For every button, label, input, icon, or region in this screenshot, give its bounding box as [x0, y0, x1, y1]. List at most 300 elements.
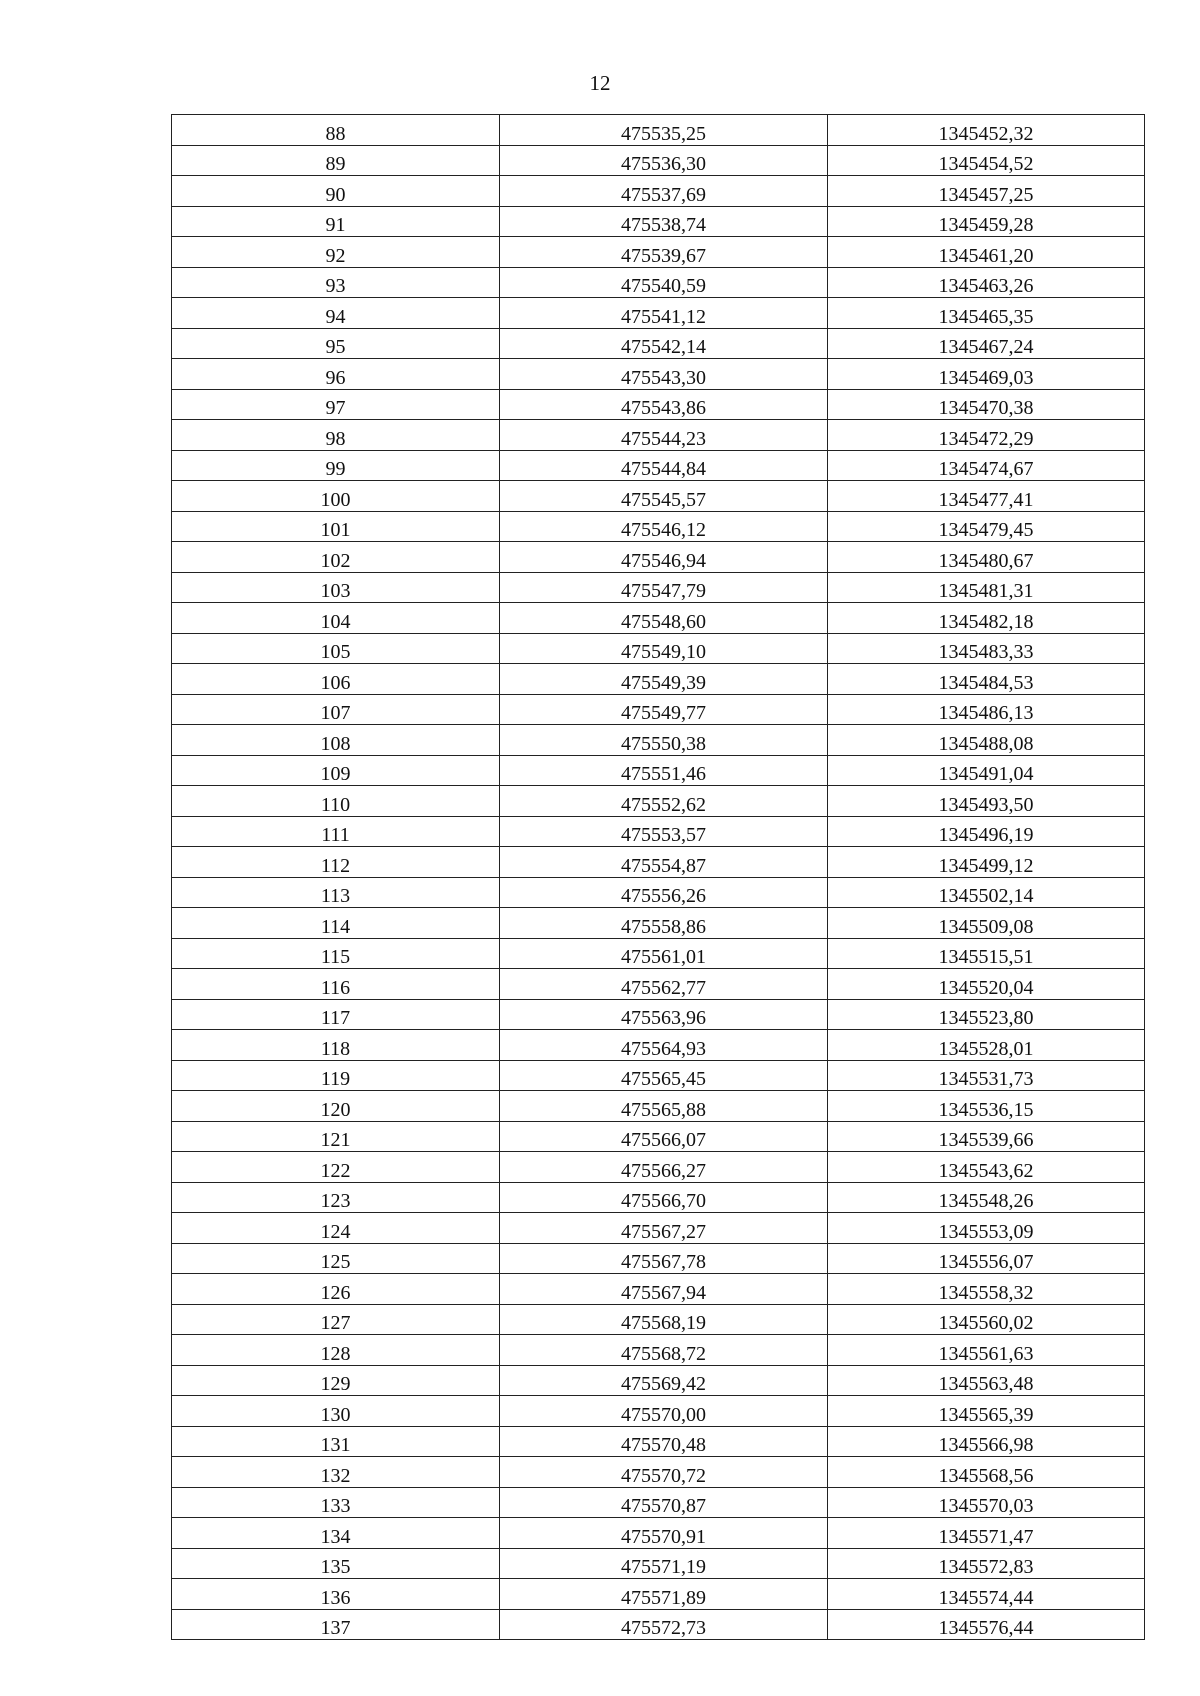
x-coordinate-value: 475570,87: [621, 1495, 706, 1517]
y-coordinate-cell: [828, 1335, 1145, 1366]
x-coordinate-cell: [500, 206, 828, 237]
x-coordinate-cell: [500, 1457, 828, 1488]
x-coordinate-cell: [500, 1152, 828, 1183]
table-row: [172, 1609, 1145, 1640]
x-coordinate-value: 475553,57: [621, 824, 706, 846]
y-coordinate-cell: [828, 1365, 1145, 1396]
y-coordinate-value: 1345463,26: [938, 275, 1034, 297]
x-coordinate-value: 475565,88: [621, 1098, 706, 1121]
y-coordinate-cell: [828, 237, 1145, 268]
x-coordinate-value: 475569,42: [621, 1373, 706, 1395]
point-number-value: 131: [320, 1434, 351, 1456]
x-coordinate-value: 475552,62: [621, 793, 706, 816]
table-row: [172, 1487, 1145, 1518]
table-row: [172, 1274, 1145, 1305]
x-coordinate-cell: [500, 877, 828, 908]
x-coordinate-value: 475570,91: [621, 1525, 706, 1548]
y-coordinate-value: 1345509,08: [938, 915, 1034, 938]
y-coordinate-value: 1345515,51: [938, 946, 1034, 968]
y-coordinate-value: 1345452,32: [938, 122, 1034, 145]
x-coordinate-value: 475538,74: [621, 214, 706, 236]
x-coordinate-cell: [500, 237, 828, 268]
x-coordinate-cell: [500, 1274, 828, 1305]
table-row: [172, 267, 1145, 298]
x-coordinate-cell: [500, 938, 828, 969]
table-row: [172, 1030, 1145, 1061]
y-coordinate-cell: [828, 115, 1145, 146]
y-coordinate-value: 1345493,50: [938, 793, 1034, 816]
y-coordinate-value: 1345558,32: [938, 1281, 1034, 1304]
point-number-value: 110: [320, 793, 351, 816]
x-coordinate-value: 475563,96: [621, 1007, 706, 1029]
x-coordinate-cell: [500, 1213, 828, 1244]
y-coordinate-value: 1345560,02: [938, 1312, 1034, 1334]
y-coordinate-value: 1345543,62: [938, 1159, 1034, 1182]
point-number-value: 94: [325, 305, 346, 328]
point-number-value: 137: [320, 1617, 351, 1639]
point-number-value: 129: [320, 1373, 351, 1395]
point-number-cell: [172, 1243, 500, 1274]
y-coordinate-cell: [828, 176, 1145, 207]
point-number-cell: [172, 1213, 500, 1244]
point-number-cell: [172, 1030, 500, 1061]
y-coordinate-cell: [828, 938, 1145, 969]
y-coordinate-value: 1345461,20: [938, 244, 1034, 267]
point-number-cell: [172, 145, 500, 176]
y-coordinate-value: 1345570,03: [938, 1495, 1034, 1517]
point-number-cell: [172, 938, 500, 969]
point-number-value: 127: [320, 1312, 351, 1334]
x-coordinate-value: 475547,79: [621, 580, 706, 602]
y-coordinate-cell: [828, 359, 1145, 390]
x-coordinate-cell: [500, 1304, 828, 1335]
x-coordinate-cell: [500, 1518, 828, 1549]
point-number-cell: [172, 328, 500, 359]
table-row: [172, 206, 1145, 237]
x-coordinate-value: 475546,94: [621, 549, 706, 572]
point-number-value: 128: [320, 1342, 351, 1365]
x-coordinate-cell: [500, 908, 828, 939]
x-coordinate-cell: [500, 115, 828, 146]
table-row: [172, 115, 1145, 146]
point-number-cell: [172, 1426, 500, 1457]
y-coordinate-value: 1345523,80: [938, 1007, 1034, 1029]
x-coordinate-cell: [500, 1365, 828, 1396]
point-number-cell: [172, 633, 500, 664]
point-number-value: 107: [320, 702, 351, 724]
y-coordinate-value: 1345563,48: [938, 1373, 1034, 1395]
point-number-value: 103: [320, 580, 351, 602]
y-coordinate-cell: [828, 542, 1145, 573]
point-number-value: 100: [320, 488, 351, 511]
x-coordinate-value: 475537,69: [621, 183, 706, 206]
point-number-cell: [172, 420, 500, 451]
y-coordinate-cell: [828, 1304, 1145, 1335]
y-coordinate-cell: [828, 1243, 1145, 1274]
point-number-value: 112: [320, 854, 351, 877]
point-number-value: 122: [320, 1159, 351, 1182]
x-coordinate-value: 475544,23: [621, 427, 706, 450]
y-coordinate-value: 1345566,98: [938, 1434, 1034, 1456]
x-coordinate-cell: [500, 725, 828, 756]
y-coordinate-value: 1345454,52: [938, 153, 1034, 175]
x-coordinate-cell: [500, 786, 828, 817]
y-coordinate-value: 1345561,63: [938, 1342, 1034, 1365]
y-coordinate-value: 1345548,26: [938, 1190, 1034, 1212]
x-coordinate-value: 475554,87: [621, 854, 706, 877]
x-coordinate-cell: [500, 1030, 828, 1061]
point-number-cell: [172, 511, 500, 542]
point-number-cell: [172, 664, 500, 695]
point-number-value: 101: [320, 519, 351, 541]
x-coordinate-value: 475570,00: [621, 1403, 706, 1426]
point-number-cell: [172, 1579, 500, 1610]
table-row: [172, 755, 1145, 786]
x-coordinate-value: 475556,26: [621, 885, 706, 907]
x-coordinate-value: 475536,30: [621, 153, 706, 175]
point-number-cell: [172, 237, 500, 268]
x-coordinate-value: 475546,12: [621, 519, 706, 541]
y-coordinate-value: 1345576,44: [938, 1617, 1034, 1639]
point-number-cell: [172, 1121, 500, 1152]
x-coordinate-cell: [500, 664, 828, 695]
y-coordinate-cell: [828, 1213, 1145, 1244]
x-coordinate-value: 475541,12: [621, 305, 706, 328]
table-row: [172, 359, 1145, 390]
table-row: [172, 1518, 1145, 1549]
x-coordinate-value: 475570,72: [621, 1464, 706, 1487]
y-coordinate-cell: [828, 511, 1145, 542]
table-row: [172, 176, 1145, 207]
y-coordinate-cell: [828, 603, 1145, 634]
y-coordinate-cell: [828, 1518, 1145, 1549]
y-coordinate-cell: [828, 847, 1145, 878]
x-coordinate-value: 475549,39: [621, 671, 706, 694]
point-number-value: 114: [320, 915, 351, 938]
table-row: [172, 908, 1145, 939]
y-coordinate-value: 1345568,56: [938, 1464, 1034, 1487]
y-coordinate-cell: [828, 786, 1145, 817]
table-row: [172, 603, 1145, 634]
point-number-value: 99: [325, 458, 346, 480]
x-coordinate-cell: [500, 1487, 828, 1518]
point-number-cell: [172, 572, 500, 603]
y-coordinate-value: 1345482,18: [938, 610, 1034, 633]
x-coordinate-value: 475565,45: [621, 1068, 706, 1090]
table-row: [172, 389, 1145, 420]
point-number-cell: [172, 1304, 500, 1335]
point-number-cell: [172, 176, 500, 207]
x-coordinate-cell: [500, 603, 828, 634]
y-coordinate-cell: [828, 481, 1145, 512]
table-row: [172, 694, 1145, 725]
x-coordinate-value: 475566,07: [621, 1129, 706, 1151]
y-coordinate-cell: [828, 1030, 1145, 1061]
table-row: [172, 725, 1145, 756]
table-row: [172, 328, 1145, 359]
point-number-cell: [172, 1274, 500, 1305]
y-coordinate-cell: [828, 1487, 1145, 1518]
y-coordinate-value: 1345531,73: [938, 1068, 1034, 1090]
point-number-cell: [172, 908, 500, 939]
point-number-cell: [172, 999, 500, 1030]
y-coordinate-value: 1345483,33: [938, 641, 1034, 663]
x-coordinate-value: 475561,01: [621, 946, 706, 968]
point-number-value: 118: [320, 1037, 351, 1060]
point-number-cell: [172, 816, 500, 847]
x-coordinate-value: 475558,86: [621, 915, 706, 938]
table-row: [172, 1091, 1145, 1122]
table-row: [172, 1121, 1145, 1152]
point-number-value: 126: [320, 1281, 351, 1304]
y-coordinate-cell: [828, 908, 1145, 939]
point-number-value: 105: [320, 641, 351, 663]
x-coordinate-value: 475572,73: [621, 1617, 706, 1639]
point-number-cell: [172, 603, 500, 634]
table-row: [172, 999, 1145, 1030]
point-number-value: 135: [320, 1556, 351, 1578]
y-coordinate-value: 1345571,47: [938, 1525, 1034, 1548]
point-number-cell: [172, 359, 500, 390]
table-row: [172, 1213, 1145, 1244]
x-coordinate-cell: [500, 572, 828, 603]
y-coordinate-value: 1345470,38: [938, 397, 1034, 419]
y-coordinate-cell: [828, 1152, 1145, 1183]
y-coordinate-cell: [828, 633, 1145, 664]
y-coordinate-cell: [828, 1091, 1145, 1122]
y-coordinate-cell: [828, 694, 1145, 725]
y-coordinate-value: 1345539,66: [938, 1129, 1034, 1151]
point-number-cell: [172, 1487, 500, 1518]
y-coordinate-cell: [828, 816, 1145, 847]
x-coordinate-value: 475567,78: [621, 1251, 706, 1273]
y-coordinate-value: 1345486,13: [938, 702, 1034, 724]
y-coordinate-value: 1345469,03: [938, 366, 1034, 389]
y-coordinate-cell: [828, 450, 1145, 481]
point-number-value: 119: [320, 1068, 351, 1090]
x-coordinate-value: 475567,94: [621, 1281, 706, 1304]
y-coordinate-cell: [828, 1274, 1145, 1305]
point-number-value: 104: [320, 610, 351, 633]
y-coordinate-cell: [828, 1396, 1145, 1427]
y-coordinate-cell: [828, 1457, 1145, 1488]
x-coordinate-cell: [500, 1609, 828, 1640]
table-row: [172, 511, 1145, 542]
table-row: [172, 1579, 1145, 1610]
x-coordinate-value: 475545,57: [621, 488, 706, 511]
x-coordinate-cell: [500, 267, 828, 298]
x-coordinate-value: 475551,46: [621, 763, 706, 785]
point-number-value: 95: [325, 336, 346, 358]
x-coordinate-cell: [500, 694, 828, 725]
point-number-value: 109: [320, 763, 351, 785]
x-coordinate-cell: [500, 1182, 828, 1213]
y-coordinate-value: 1345528,01: [938, 1037, 1034, 1060]
y-coordinate-cell: [828, 1548, 1145, 1579]
point-number-value: 97: [325, 397, 346, 419]
point-number-cell: [172, 267, 500, 298]
x-coordinate-value: 475549,10: [621, 641, 706, 663]
x-coordinate-value: 475566,70: [621, 1190, 706, 1212]
table-row: [172, 542, 1145, 573]
table-row: [172, 1152, 1145, 1183]
x-coordinate-cell: [500, 1548, 828, 1579]
point-number-cell: [172, 725, 500, 756]
point-number-cell: [172, 1060, 500, 1091]
table-row: [172, 1335, 1145, 1366]
table-row: [172, 938, 1145, 969]
y-coordinate-value: 1345459,28: [938, 214, 1034, 236]
point-number-cell: [172, 481, 500, 512]
point-number-cell: [172, 847, 500, 878]
table-row: [172, 145, 1145, 176]
y-coordinate-cell: [828, 298, 1145, 329]
point-number-value: 106: [320, 671, 351, 694]
y-coordinate-cell: [828, 572, 1145, 603]
point-number-value: 98: [325, 427, 346, 450]
y-coordinate-value: 1345574,44: [938, 1586, 1034, 1609]
x-coordinate-value: 475562,77: [621, 976, 706, 999]
x-coordinate-value: 475568,19: [621, 1312, 706, 1334]
x-coordinate-value: 475571,89: [621, 1586, 706, 1609]
point-number-cell: [172, 1609, 500, 1640]
point-number-value: 120: [320, 1098, 351, 1121]
y-coordinate-value: 1345502,14: [938, 885, 1034, 907]
point-number-value: 125: [320, 1251, 351, 1273]
x-coordinate-cell: [500, 755, 828, 786]
point-number-value: 102: [320, 549, 351, 572]
y-coordinate-value: 1345488,08: [938, 732, 1034, 755]
x-coordinate-cell: [500, 1396, 828, 1427]
y-coordinate-value: 1345536,15: [938, 1098, 1034, 1121]
y-coordinate-cell: [828, 877, 1145, 908]
point-number-cell: [172, 969, 500, 1000]
y-coordinate-value: 1345520,04: [938, 976, 1034, 999]
point-number-cell: [172, 786, 500, 817]
y-coordinate-cell: [828, 1182, 1145, 1213]
x-coordinate-cell: [500, 1426, 828, 1457]
table-row: [172, 1182, 1145, 1213]
point-number-cell: [172, 1182, 500, 1213]
x-coordinate-cell: [500, 1121, 828, 1152]
point-number-value: 121: [320, 1129, 351, 1151]
point-number-value: 96: [325, 366, 346, 389]
x-coordinate-cell: [500, 847, 828, 878]
point-number-value: 91: [325, 214, 346, 236]
table-row: [172, 1396, 1145, 1427]
point-number-value: 123: [320, 1190, 351, 1212]
point-number-cell: [172, 542, 500, 573]
x-coordinate-cell: [500, 298, 828, 329]
point-number-value: 92: [325, 244, 346, 267]
y-coordinate-value: 1345496,19: [938, 824, 1034, 846]
x-coordinate-cell: [500, 145, 828, 176]
coordinates-table: [171, 114, 1145, 1640]
point-number-cell: [172, 1518, 500, 1549]
y-coordinate-value: 1345479,45: [938, 519, 1034, 541]
point-number-cell: [172, 1335, 500, 1366]
table-row: [172, 786, 1145, 817]
y-coordinate-cell: [828, 664, 1145, 695]
table-row: [172, 237, 1145, 268]
table-row: [172, 1060, 1145, 1091]
x-coordinate-cell: [500, 1579, 828, 1610]
x-coordinate-value: 475571,19: [621, 1556, 706, 1578]
x-coordinate-value: 475548,60: [621, 610, 706, 633]
point-number-cell: [172, 389, 500, 420]
point-number-value: 108: [320, 732, 351, 755]
x-coordinate-value: 475564,93: [621, 1037, 706, 1060]
table-row: [172, 1548, 1145, 1579]
x-coordinate-value: 475570,48: [621, 1434, 706, 1456]
point-number-cell: [172, 1091, 500, 1122]
x-coordinate-value: 475544,84: [621, 458, 706, 480]
point-number-value: 133: [320, 1495, 351, 1517]
table-row: [172, 420, 1145, 451]
point-number-cell: [172, 1548, 500, 1579]
table-row: [172, 1365, 1145, 1396]
point-number-value: 113: [320, 885, 351, 907]
x-coordinate-value: 475550,38: [621, 732, 706, 755]
x-coordinate-value: 475568,72: [621, 1342, 706, 1365]
y-coordinate-cell: [828, 1060, 1145, 1091]
y-coordinate-value: 1345565,39: [938, 1403, 1034, 1426]
point-number-cell: [172, 1365, 500, 1396]
x-coordinate-cell: [500, 816, 828, 847]
point-number-cell: [172, 298, 500, 329]
y-coordinate-cell: [828, 389, 1145, 420]
point-number-cell: [172, 755, 500, 786]
y-coordinate-value: 1345472,29: [938, 427, 1034, 450]
y-coordinate-cell: [828, 999, 1145, 1030]
y-coordinate-cell: [828, 1609, 1145, 1640]
x-coordinate-value: 475535,25: [621, 122, 706, 145]
y-coordinate-value: 1345499,12: [938, 854, 1034, 877]
y-coordinate-value: 1345467,24: [938, 336, 1034, 358]
point-number-value: 130: [320, 1403, 351, 1426]
x-coordinate-cell: [500, 450, 828, 481]
table-row: [172, 298, 1145, 329]
point-number-cell: [172, 694, 500, 725]
point-number-value: 115: [320, 946, 351, 968]
x-coordinate-cell: [500, 999, 828, 1030]
point-number-value: 111: [321, 824, 350, 846]
x-coordinate-cell: [500, 389, 828, 420]
point-number-cell: [172, 1396, 500, 1427]
x-coordinate-cell: [500, 420, 828, 451]
point-number-value: 124: [320, 1220, 351, 1243]
point-number-value: 136: [320, 1586, 351, 1609]
y-coordinate-cell: [828, 145, 1145, 176]
y-coordinate-value: 1345553,09: [938, 1220, 1034, 1243]
y-coordinate-value: 1345491,04: [938, 763, 1034, 785]
x-coordinate-value: 475543,30: [621, 366, 706, 389]
x-coordinate-value: 475539,67: [621, 244, 706, 267]
x-coordinate-cell: [500, 328, 828, 359]
y-coordinate-value: 1345481,31: [938, 580, 1034, 602]
point-number-cell: [172, 1457, 500, 1488]
table-row: [172, 572, 1145, 603]
x-coordinate-value: 475567,27: [621, 1220, 706, 1243]
y-coordinate-cell: [828, 1121, 1145, 1152]
x-coordinate-cell: [500, 511, 828, 542]
x-coordinate-cell: [500, 633, 828, 664]
y-coordinate-cell: [828, 1426, 1145, 1457]
table-row: [172, 816, 1145, 847]
point-number-value: 134: [320, 1525, 351, 1548]
x-coordinate-cell: [500, 359, 828, 390]
x-coordinate-value: 475566,27: [621, 1159, 706, 1182]
